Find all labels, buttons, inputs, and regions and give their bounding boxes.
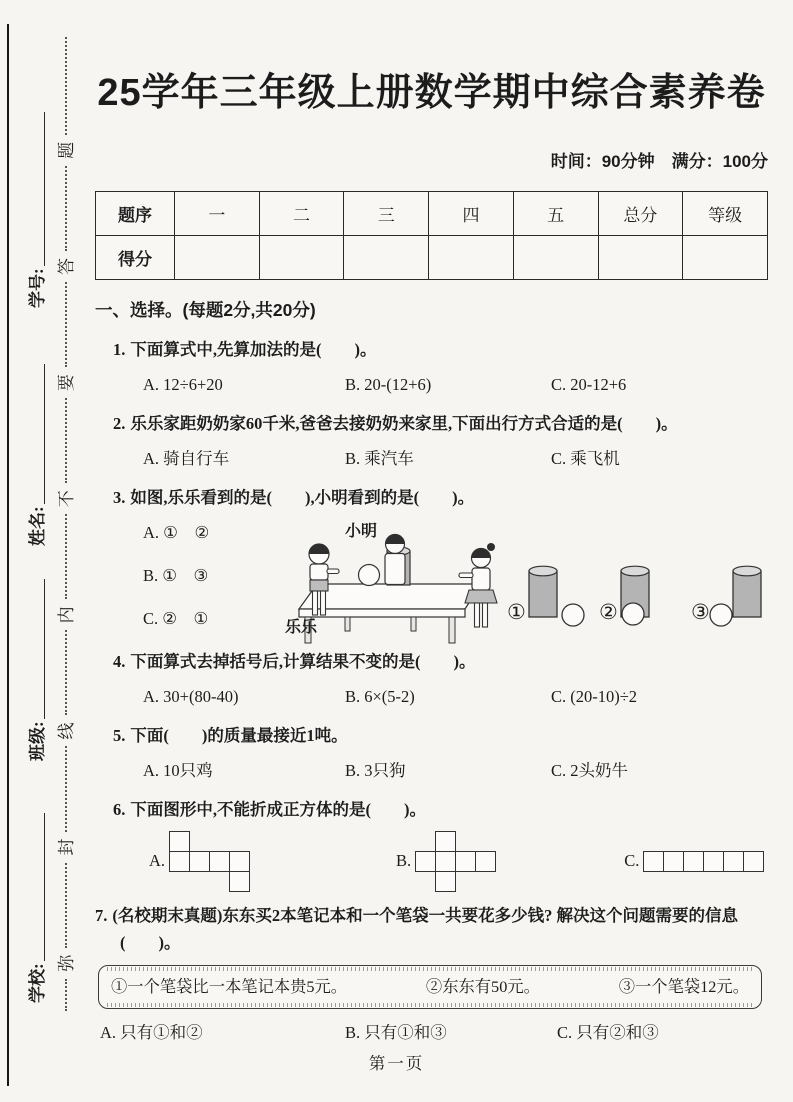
score-blank-cell	[259, 235, 344, 279]
seal-dotted-segment	[65, 37, 67, 135]
seal-char: 不	[56, 490, 76, 508]
student-number-label: 学号:	[27, 268, 47, 308]
option-b: B. 只有①和③	[345, 1022, 447, 1042]
option-b: B. 3只狗	[345, 760, 406, 780]
question-1	[113, 336, 768, 398]
question-7	[95, 902, 768, 1046]
seal-dotted-segment	[65, 166, 67, 251]
score-blank-cell	[683, 235, 768, 279]
boy-xiaoming	[385, 534, 405, 584]
question-text: 如图,乐乐看到的是( ),小明看到的是( )。	[130, 487, 475, 507]
seal-char: 弥	[56, 954, 76, 972]
question-3-options	[143, 514, 283, 632]
seal-dotted-segment	[65, 514, 67, 599]
question-2-stem	[113, 410, 768, 437]
seal-dotted-segment	[65, 863, 67, 948]
option-b: B. ① ③	[143, 565, 209, 585]
score-col: 等级	[683, 191, 768, 235]
option-a: A. 只有①和②	[100, 1022, 203, 1042]
question-number: 7.	[95, 905, 108, 925]
question-2	[113, 410, 768, 472]
seal-dotted-segment	[65, 398, 67, 483]
question-number: 5.	[113, 725, 126, 745]
option-a-label: A.	[149, 851, 166, 870]
student-number-blank	[44, 112, 45, 266]
question-3	[113, 484, 768, 646]
seal-char: 封	[56, 838, 76, 856]
option-b-label: B.	[396, 851, 412, 870]
seal-dotted-segment	[65, 282, 67, 367]
svg-text:①: ①	[507, 599, 526, 624]
score-col: 二	[259, 191, 344, 235]
score-col: 五	[513, 191, 598, 235]
seal-char: 要	[56, 374, 76, 392]
question-text: 下面算式中,先算加法的是( )。	[130, 339, 377, 359]
question-7-options	[100, 1019, 768, 1046]
class-label: 班级:	[27, 721, 47, 761]
option-a: A. ① ②	[143, 522, 210, 542]
score-col: 三	[344, 191, 429, 235]
score-table-corner: 题序	[96, 191, 175, 235]
option-c: C. 2头奶牛	[551, 760, 629, 780]
class-field	[18, 579, 48, 761]
question-1-stem	[113, 336, 768, 363]
seal-dotted-segment	[65, 630, 67, 715]
option-c: C. ② ①	[143, 608, 209, 628]
student-name-blank	[44, 364, 45, 504]
exam-meta: 时间：90分钟 满分：100分	[550, 151, 768, 171]
question-text: 下面( )的质量最接近1吨。	[130, 725, 348, 745]
score-row-label: 得分	[96, 235, 175, 279]
info-item-2: ②东东有50元。	[425, 976, 540, 996]
score-blank-cell	[598, 235, 683, 279]
question-6-figures	[149, 831, 768, 892]
question-number: 6.	[113, 799, 126, 819]
seal-dotted-segment	[65, 746, 67, 831]
option-c-label: C.	[624, 851, 640, 870]
score-col: 一	[175, 191, 260, 235]
student-name-label: 姓名:	[27, 506, 47, 546]
question-3-body	[113, 514, 768, 646]
student-number-field	[18, 112, 48, 308]
seal-char: 答	[56, 258, 76, 275]
option-a: A. 骑自行车	[143, 448, 230, 468]
net-option-b	[396, 831, 496, 892]
question-7-stem	[95, 902, 768, 956]
class-blank	[44, 579, 45, 719]
section-heading: 一、选择。(每题2分,共20分)	[95, 299, 316, 320]
option-b: B. 6×(5-2)	[345, 686, 415, 706]
figure-label-xiaoming: 小明	[345, 522, 378, 540]
option-c: C. 20-12+6	[551, 374, 627, 394]
question-6-stem	[113, 796, 768, 823]
cube-net-a	[169, 831, 250, 892]
net-option-a	[149, 831, 250, 892]
question-text: 乐乐家距奶奶家60千米,爸爸去接奶奶来家里,下面出行方式合适的是( )。	[130, 413, 678, 433]
score-blank-cell	[344, 235, 429, 279]
question-4	[113, 648, 768, 710]
option-c: C. 只有②和③	[557, 1022, 659, 1042]
cube-net-b	[415, 831, 496, 892]
score-blank-cell	[513, 235, 598, 279]
page-title: 25学年三年级上册数学期中综合素养卷	[97, 72, 766, 114]
question-1-options	[143, 371, 768, 398]
svg-text:③: ③	[691, 599, 710, 624]
school-field	[18, 813, 48, 1003]
score-col: 总分	[598, 191, 683, 235]
question-6	[113, 796, 768, 892]
score-table	[95, 191, 768, 280]
school-blank	[44, 813, 45, 961]
option-c: C. 乘飞机	[551, 448, 620, 468]
question-number: 2.	[113, 413, 126, 433]
score-blank-cell	[429, 235, 514, 279]
question-number: 1.	[113, 339, 126, 359]
seal-line	[53, 30, 79, 1018]
score-table-score-row	[96, 235, 768, 279]
option-b: B. 乘汽车	[345, 448, 414, 468]
question-3-figure	[283, 514, 779, 646]
option-a: A. 30+(80-40)	[143, 686, 239, 706]
question-4-stem	[113, 648, 768, 675]
question-5	[113, 722, 768, 784]
option-c: C. (20-10)÷2	[551, 686, 638, 706]
seal-char: 线	[56, 722, 76, 740]
option-a: A. 10只鸡	[143, 760, 213, 780]
view-variants	[507, 566, 761, 626]
school-label: 学校:	[27, 963, 47, 1003]
score-blank-cell	[175, 235, 260, 279]
figure-label-lele: 乐乐	[285, 618, 318, 636]
svg-text:②: ②	[599, 599, 618, 624]
question-4-options	[143, 683, 768, 710]
page-edge-line	[7, 24, 9, 1086]
question-5-options	[143, 757, 768, 784]
question-number: 4.	[113, 651, 126, 671]
score-col: 四	[429, 191, 514, 235]
seal-char: 内	[56, 606, 76, 624]
score-table-header-row	[96, 191, 768, 235]
question-5-stem	[113, 722, 768, 749]
cube-net-c	[643, 851, 764, 872]
seal-dotted-segment	[65, 979, 67, 1011]
question-3-stem	[113, 484, 768, 511]
question-number: 3.	[113, 487, 126, 507]
table-illustration	[285, 522, 497, 643]
info-item-3: ③一个笔袋12元。	[618, 976, 749, 996]
question-7-info-box	[98, 965, 762, 1009]
page-number: 第一页	[368, 1054, 425, 1073]
option-a: A. 12÷6+20	[143, 374, 223, 394]
info-item-1: ①一个笔袋比一本笔记本贵5元。	[111, 976, 348, 996]
option-b: B. 20-(12+6)	[345, 374, 432, 394]
question-text: 下面算式去掉括号后,计算结果不变的是( )。	[130, 651, 476, 671]
ball-on-table	[359, 564, 380, 585]
question-2-options	[143, 445, 768, 472]
student-name-field	[18, 364, 48, 546]
net-option-c	[624, 851, 764, 872]
question-text: 下面图形中,不能折成正方体的是( )。	[130, 799, 426, 819]
main-column	[95, 0, 768, 1046]
question-text: (名校期末真题)东东买2本笔记本和一个笔袋一共要花多少钱? 解决这个问题需要的信息( )。	[112, 905, 738, 952]
seal-char: 题	[56, 141, 76, 159]
